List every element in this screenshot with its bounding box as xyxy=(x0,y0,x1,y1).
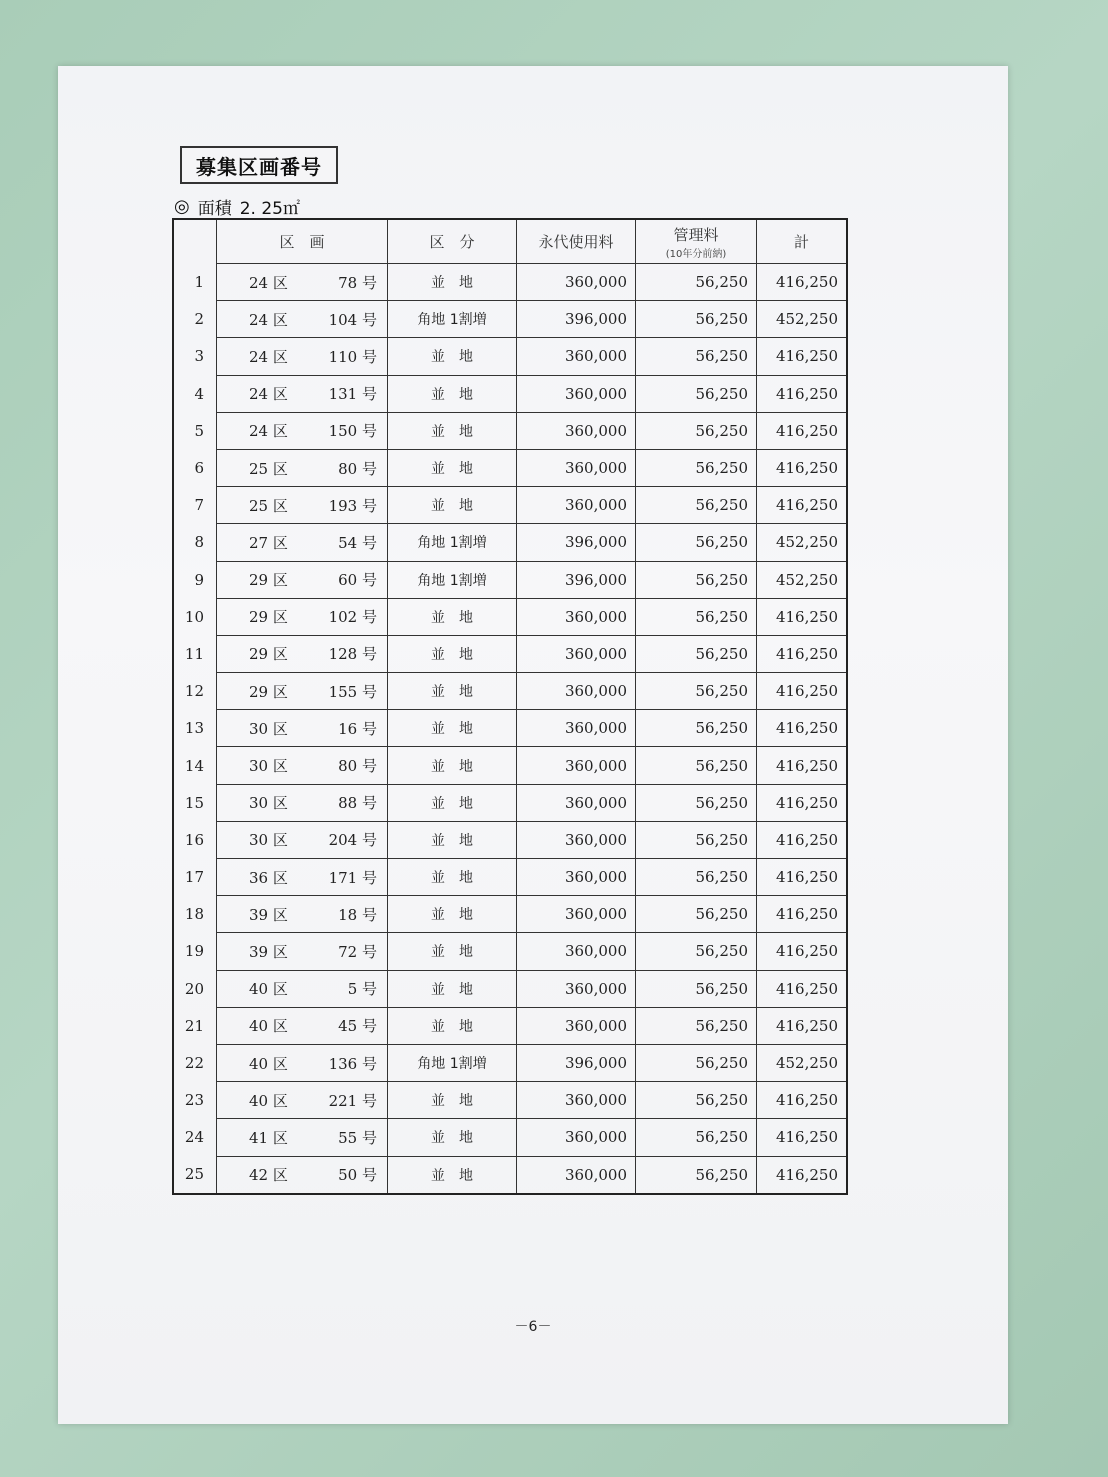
ku-value: 40 区 xyxy=(249,1054,288,1073)
management-fee-cell: 56,250 xyxy=(636,1082,757,1119)
ku-value: 40 区 xyxy=(249,1017,288,1036)
row-number: 12 xyxy=(184,682,204,701)
perpetual-fee-cell: 360,000 xyxy=(517,673,636,710)
category-cell: 並 地 xyxy=(388,635,517,672)
go-value: 78 号 xyxy=(338,273,377,292)
table-row xyxy=(173,1156,847,1194)
total-cell: 416,250 xyxy=(757,970,848,1007)
ku-value: 25 区 xyxy=(249,459,288,478)
perpetual-fee-cell: 360,000 xyxy=(517,970,636,1007)
total-cell: 416,250 xyxy=(757,821,848,858)
table-row xyxy=(173,673,847,710)
perpetual-fee-cell: 360,000 xyxy=(517,747,636,784)
row-number: 10 xyxy=(184,607,204,626)
ku-value: 40 区 xyxy=(249,1091,288,1110)
management-fee-cell: 56,250 xyxy=(636,375,757,412)
section-cell xyxy=(217,821,388,858)
category-cell: 並 地 xyxy=(388,747,517,784)
category-cell: 並 地 xyxy=(388,598,517,635)
total-cell: 416,250 xyxy=(757,1119,848,1156)
perpetual-fee-cell: 396,000 xyxy=(517,301,636,338)
category-cell: 並 地 xyxy=(388,784,517,821)
total-cell: 416,250 xyxy=(757,710,848,747)
row-number: 21 xyxy=(184,1016,204,1035)
total-cell: 416,250 xyxy=(757,375,848,412)
ku-value: 39 区 xyxy=(249,942,288,961)
section-cell xyxy=(217,561,388,598)
perpetual-fee-cell: 360,000 xyxy=(517,1156,636,1194)
total-cell: 416,250 xyxy=(757,635,848,672)
management-fee-cell: 56,250 xyxy=(636,821,757,858)
section-cell xyxy=(217,375,388,412)
section-cell xyxy=(217,859,388,896)
perpetual-fee-cell: 360,000 xyxy=(517,896,636,933)
category-cell: 角地 1割増 xyxy=(388,301,517,338)
ku-value: 36 区 xyxy=(249,868,288,887)
section-cell xyxy=(217,264,388,301)
go-value: 16 号 xyxy=(338,719,377,738)
perpetual-fee-cell: 360,000 xyxy=(517,821,636,858)
total-cell: 452,250 xyxy=(757,524,848,561)
index-header xyxy=(173,219,217,264)
row-number: 11 xyxy=(184,644,204,663)
table-row xyxy=(173,821,847,858)
management-fee-label: 管理料 xyxy=(673,225,719,244)
row-number: 1 xyxy=(194,273,204,292)
ku-value: 24 区 xyxy=(249,310,288,329)
row-number: 7 xyxy=(194,496,204,515)
category-cell: 並 地 xyxy=(388,896,517,933)
section-cell xyxy=(217,896,388,933)
row-number: 16 xyxy=(184,830,204,849)
section-cell xyxy=(217,710,388,747)
total-cell: 452,250 xyxy=(757,561,848,598)
perpetual-fee-cell: 396,000 xyxy=(517,561,636,598)
go-value: 45 号 xyxy=(338,1017,377,1036)
total-cell: 416,250 xyxy=(757,896,848,933)
go-value: 131 号 xyxy=(328,385,377,404)
ku-value: 24 区 xyxy=(249,273,288,292)
ku-value: 24 区 xyxy=(249,422,288,441)
management-fee-cell: 56,250 xyxy=(636,896,757,933)
document-page xyxy=(58,66,1008,1424)
management-fee-cell: 56,250 xyxy=(636,784,757,821)
table-row xyxy=(173,301,847,338)
table-row xyxy=(173,264,847,301)
go-value: 60 号 xyxy=(338,571,377,590)
ku-value: 29 区 xyxy=(249,608,288,627)
perpetual-fee-cell: 360,000 xyxy=(517,635,636,672)
row-number: 15 xyxy=(184,793,204,812)
total-cell: 416,250 xyxy=(757,449,848,486)
category-cell: 並 地 xyxy=(388,673,517,710)
section-cell xyxy=(217,449,388,486)
row-number: 13 xyxy=(184,719,204,738)
management-fee-cell: 56,250 xyxy=(636,449,757,486)
table-row xyxy=(173,412,847,449)
ku-value: 41 区 xyxy=(249,1128,288,1147)
table-row xyxy=(173,784,847,821)
ku-value: 29 区 xyxy=(249,571,288,590)
perpetual-fee-cell: 360,000 xyxy=(517,859,636,896)
perpetual-fee-cell: 360,000 xyxy=(517,1007,636,1044)
perpetual-fee-cell: 360,000 xyxy=(517,1082,636,1119)
management-fee-note: (10年分前納) xyxy=(665,248,727,260)
category-cell: 並 地 xyxy=(388,412,517,449)
perpetual-fee-header: 永代使用料 xyxy=(517,219,636,264)
plot-table xyxy=(172,218,848,1195)
category-cell: 並 地 xyxy=(388,933,517,970)
category-cell: 角地 1割増 xyxy=(388,524,517,561)
management-fee-cell: 56,250 xyxy=(636,1007,757,1044)
ku-value: 27 区 xyxy=(249,533,288,552)
go-value: 80 号 xyxy=(338,757,377,776)
category-cell: 並 地 xyxy=(388,1082,517,1119)
total-cell: 416,250 xyxy=(757,412,848,449)
management-fee-cell: 56,250 xyxy=(636,487,757,524)
table-header-row xyxy=(173,219,847,264)
ku-value: 40 区 xyxy=(249,980,288,999)
category-cell: 並 地 xyxy=(388,710,517,747)
management-fee-cell: 56,250 xyxy=(636,710,757,747)
category-cell: 並 地 xyxy=(388,859,517,896)
go-value: 102 号 xyxy=(328,608,377,627)
go-value: 80 号 xyxy=(338,459,377,478)
table-row xyxy=(173,449,847,486)
section-cell xyxy=(217,1119,388,1156)
total-cell: 416,250 xyxy=(757,1007,848,1044)
table-row xyxy=(173,598,847,635)
go-value: 136 号 xyxy=(328,1054,377,1073)
category-cell: 並 地 xyxy=(388,375,517,412)
ku-value: 24 区 xyxy=(249,385,288,404)
category-cell: 並 地 xyxy=(388,338,517,375)
management-fee-cell: 56,250 xyxy=(636,1119,757,1156)
section-cell xyxy=(217,933,388,970)
total-header: 計 xyxy=(757,219,848,264)
category-header: 区 分 xyxy=(388,219,517,264)
row-number: 22 xyxy=(184,1054,204,1073)
ku-value: 42 区 xyxy=(249,1166,288,1185)
perpetual-fee-cell: 360,000 xyxy=(517,598,636,635)
perpetual-fee-cell: 360,000 xyxy=(517,375,636,412)
section-cell xyxy=(217,747,388,784)
row-number: 5 xyxy=(194,421,204,440)
row-number: 25 xyxy=(184,1165,204,1184)
table-row xyxy=(173,635,847,672)
category-cell: 並 地 xyxy=(388,821,517,858)
management-fee-header xyxy=(636,219,757,264)
go-value: 88 号 xyxy=(338,794,377,813)
section-cell xyxy=(217,784,388,821)
go-value: 204 号 xyxy=(328,831,377,850)
double-circle-icon: ◎ xyxy=(174,196,190,217)
go-value: 72 号 xyxy=(338,942,377,961)
category-cell: 並 地 xyxy=(388,449,517,486)
row-number: 9 xyxy=(194,570,204,589)
section-cell xyxy=(217,970,388,1007)
management-fee-cell: 56,250 xyxy=(636,598,757,635)
total-cell: 416,250 xyxy=(757,933,848,970)
ku-value: 30 区 xyxy=(249,831,288,850)
page-number: －6－ xyxy=(514,1319,552,1335)
management-fee-cell: 56,250 xyxy=(636,412,757,449)
go-value: 221 号 xyxy=(328,1091,377,1110)
total-cell: 416,250 xyxy=(757,784,848,821)
table-row xyxy=(173,561,847,598)
table-row xyxy=(173,896,847,933)
management-fee-cell: 56,250 xyxy=(636,338,757,375)
section-cell xyxy=(217,1044,388,1081)
row-number: 8 xyxy=(194,533,204,552)
management-fee-cell: 56,250 xyxy=(636,561,757,598)
category-cell: 角地 1割増 xyxy=(388,1044,517,1081)
table-row xyxy=(173,1119,847,1156)
ku-value: 25 区 xyxy=(249,496,288,515)
perpetual-fee-cell: 360,000 xyxy=(517,412,636,449)
perpetual-fee-cell: 360,000 xyxy=(517,933,636,970)
section-cell xyxy=(217,524,388,561)
perpetual-fee-cell: 396,000 xyxy=(517,1044,636,1081)
table-row xyxy=(173,338,847,375)
category-cell: 並 地 xyxy=(388,1007,517,1044)
row-number: 23 xyxy=(184,1091,204,1110)
total-cell: 416,250 xyxy=(757,264,848,301)
management-fee-cell: 56,250 xyxy=(636,264,757,301)
perpetual-fee-cell: 360,000 xyxy=(517,784,636,821)
go-value: 5 号 xyxy=(347,980,377,999)
perpetual-fee-cell: 360,000 xyxy=(517,338,636,375)
area-value: 2. 25㎡ xyxy=(239,199,300,219)
total-cell: 452,250 xyxy=(757,301,848,338)
category-cell: 並 地 xyxy=(388,1156,517,1194)
row-number: 24 xyxy=(184,1128,204,1147)
total-cell: 416,250 xyxy=(757,673,848,710)
go-value: 55 号 xyxy=(338,1128,377,1147)
management-fee-cell: 56,250 xyxy=(636,635,757,672)
row-number: 2 xyxy=(194,310,204,329)
table-row xyxy=(173,375,847,412)
section-cell xyxy=(217,301,388,338)
category-cell: 並 地 xyxy=(388,264,517,301)
table-row xyxy=(173,710,847,747)
row-number: 3 xyxy=(194,347,204,366)
category-cell: 並 地 xyxy=(388,487,517,524)
table-row xyxy=(173,970,847,1007)
go-value: 150 号 xyxy=(328,422,377,441)
category-cell: 角地 1割増 xyxy=(388,561,517,598)
total-cell: 416,250 xyxy=(757,859,848,896)
total-cell: 416,250 xyxy=(757,487,848,524)
row-number: 6 xyxy=(194,459,204,478)
go-value: 171 号 xyxy=(328,868,377,887)
page-title: 募集区画番号 xyxy=(180,146,338,184)
go-value: 110 号 xyxy=(328,347,377,366)
management-fee-cell: 56,250 xyxy=(636,970,757,1007)
area-line xyxy=(174,194,300,219)
table-row xyxy=(173,933,847,970)
go-value: 54 号 xyxy=(338,533,377,552)
go-value: 128 号 xyxy=(328,645,377,664)
total-cell: 416,250 xyxy=(757,747,848,784)
management-fee-cell: 56,250 xyxy=(636,933,757,970)
perpetual-fee-cell: 396,000 xyxy=(517,524,636,561)
section-cell xyxy=(217,487,388,524)
row-number: 14 xyxy=(184,756,204,775)
section-cell xyxy=(217,1007,388,1044)
management-fee-cell: 56,250 xyxy=(636,301,757,338)
table-row xyxy=(173,1007,847,1044)
section-cell xyxy=(217,412,388,449)
ku-value: 29 区 xyxy=(249,645,288,664)
total-cell: 416,250 xyxy=(757,598,848,635)
ku-value: 24 区 xyxy=(249,347,288,366)
ku-value: 30 区 xyxy=(249,794,288,813)
go-value: 50 号 xyxy=(338,1166,377,1185)
go-value: 193 号 xyxy=(328,496,377,515)
perpetual-fee-cell: 360,000 xyxy=(517,1119,636,1156)
management-fee-cell: 56,250 xyxy=(636,1044,757,1081)
row-number: 20 xyxy=(184,979,204,998)
management-fee-cell: 56,250 xyxy=(636,1156,757,1194)
ku-value: 30 区 xyxy=(249,757,288,776)
perpetual-fee-cell: 360,000 xyxy=(517,487,636,524)
table-row xyxy=(173,859,847,896)
go-value: 104 号 xyxy=(328,310,377,329)
ku-value: 30 区 xyxy=(249,719,288,738)
category-cell: 並 地 xyxy=(388,970,517,1007)
section-cell xyxy=(217,1082,388,1119)
row-number: 17 xyxy=(184,868,204,887)
total-cell: 452,250 xyxy=(757,1044,848,1081)
management-fee-cell: 56,250 xyxy=(636,747,757,784)
total-cell: 416,250 xyxy=(757,1082,848,1119)
row-number: 18 xyxy=(184,905,204,924)
management-fee-cell: 56,250 xyxy=(636,859,757,896)
section-cell xyxy=(217,598,388,635)
perpetual-fee-cell: 360,000 xyxy=(517,449,636,486)
table-row xyxy=(173,524,847,561)
section-cell xyxy=(217,338,388,375)
table-row xyxy=(173,747,847,784)
section-cell xyxy=(217,635,388,672)
perpetual-fee-cell: 360,000 xyxy=(517,710,636,747)
management-fee-cell: 56,250 xyxy=(636,524,757,561)
ku-value: 29 区 xyxy=(249,682,288,701)
total-cell: 416,250 xyxy=(757,1156,848,1194)
row-number: 4 xyxy=(194,384,204,403)
table-row xyxy=(173,1082,847,1119)
management-fee-cell: 56,250 xyxy=(636,673,757,710)
section-header: 区 画 xyxy=(217,219,388,264)
go-value: 18 号 xyxy=(338,905,377,924)
area-label: 面積 xyxy=(197,199,232,219)
table-row xyxy=(173,1044,847,1081)
row-number: 19 xyxy=(184,942,204,961)
perpetual-fee-cell: 360,000 xyxy=(517,264,636,301)
category-cell: 並 地 xyxy=(388,1119,517,1156)
section-cell xyxy=(217,673,388,710)
section-cell xyxy=(217,1156,388,1194)
go-value: 155 号 xyxy=(328,682,377,701)
ku-value: 39 区 xyxy=(249,905,288,924)
total-cell: 416,250 xyxy=(757,338,848,375)
table-row xyxy=(173,487,847,524)
